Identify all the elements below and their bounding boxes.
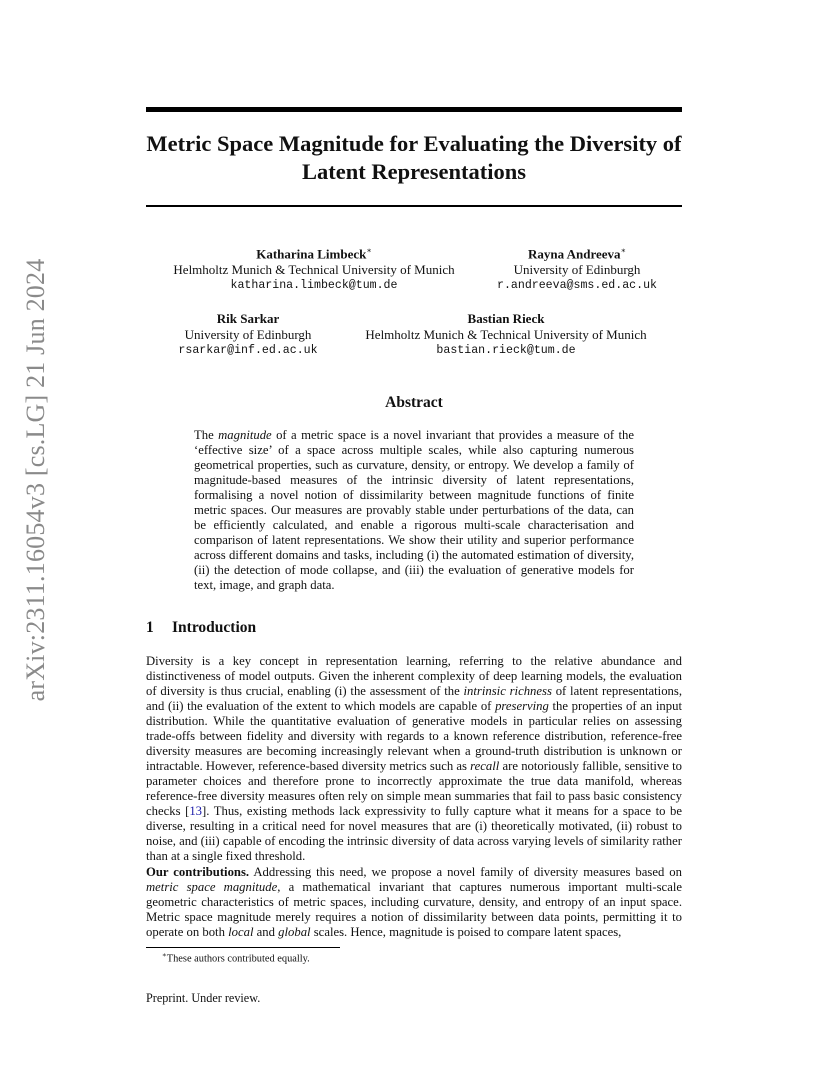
title-top-rule bbox=[146, 107, 682, 112]
abstract-heading: Abstract bbox=[385, 394, 443, 411]
footnote-rule bbox=[146, 947, 340, 948]
title-bottom-rule bbox=[146, 205, 682, 207]
author-email[interactable]: rsarkar@inf.ed.ac.uk bbox=[178, 344, 318, 357]
author-email[interactable]: bastian.rieck@tum.de bbox=[436, 344, 576, 357]
author-name: Rayna Andreeva∗ bbox=[527, 246, 626, 262]
author-affiliation: Helmholtz Munich & Technical University of Munich bbox=[365, 327, 647, 342]
arxiv-identifier-stamp: arXiv:2311.16054v3 [cs.LG] 21 Jun 2024 bbox=[21, 258, 50, 702]
intro-paragraph-1: Diversity is a key concept in representation learning, referring to the relative abundance and distinctiveness of model outputs. Given the inherent complexity of deep learning models, the evaluation of diversity is thus crucial, enabling (i) the assessment of the intrinsic richness of latent representations, and (ii) the evaluation of the extent to which models are capable of preserving the properties of an input distribution. While the quantitative evaluation of generative models in particular relies on assessing trade-offs between fidelity and diversity with regards to a known reference distribution, reference-free diversity measures are becoming increasingly relevant when a ground-truth distribution is unknown or intractable. However, reference-based diversity metrics such as recall are notoriously fallible, sensitive to parameter choices and therefore prone to incorrectly approximate the true data manifold, whereas reference-free diversity measures often rely on simple mean summaries that fail to pass basic consistency checks [13]. Thus, existing methods lack expressivity to fully capture what it means for a space to be diverse, resulting in a critical need for novel measures that are (i) theoretically motivated, (ii) robust to noise, and (iii) capable of encoding the intrinsic diversity of data across varying levels of similarity rather than at a single fixed threshold. bbox=[146, 654, 683, 863]
paragraph-lead: Our contributions. bbox=[146, 865, 250, 879]
section-heading-introduction bbox=[146, 619, 256, 637]
author-email[interactable]: katharina.limbeck@tum.de bbox=[230, 279, 398, 293]
section-title: Introduction bbox=[172, 619, 257, 636]
author-affiliation: University of Edinburgh bbox=[513, 262, 641, 278]
page-footer: Preprint. Under review. bbox=[146, 991, 261, 1005]
paper-title: Metric Space Magnitude for Evaluating the Diversity of Latent Representations bbox=[146, 131, 682, 184]
author-block-rieck bbox=[350, 311, 662, 359]
citation-link[interactable]: 13 bbox=[189, 804, 202, 818]
author-name: Rik Sarkar bbox=[216, 311, 280, 326]
intro-paragraph-2: Our contributions. Addressing this need, we propose a novel family of diversity measures based on metric space magnitude, a mathematical invariant that captures numerous important multi-scale geometric characteristics of metric spaces, including curvature, density, and entropy of an input space. Metric space magnitude merely requires a notion of dissimilarity between data points, permitting it to operate on both local and global scales. Hence, magnitude is poised to compare latent spaces, bbox=[146, 865, 682, 939]
footnote: ∗These authors contributed equally. bbox=[162, 951, 310, 965]
author-email[interactable]: r.andreeva@sms.ed.ac.uk bbox=[496, 279, 658, 293]
author-name: Katharina Limbeck∗ bbox=[256, 246, 372, 262]
author-block-sarkar bbox=[160, 311, 336, 359]
author-name: Bastian Rieck bbox=[467, 311, 545, 326]
abstract-text: The magnitude of a metric space is a novel invariant that provides a measure of the ‘effective size’ of a space across multiple scales, while also capturing numerous geometrical properties, such as curvature, density, or entropy. We develop a family of magnitude-based measures of the intrinsic diversity of latent representations, formalising a novel notion of dissimilarity between magnitude functions of finite metric spaces. Our measures are provably stable under perturbations of the data, can be efficiently calculated, and enable a rigorous multi-scale characterisation and comparison of latent representations. We show their utility and superior performance across different domains and tasks, including (i) the automated estimation of diversity, (ii) the detection of mode collapse, and (iii) the evaluation of generative models for text, image, and graph data. bbox=[194, 428, 634, 592]
author-affiliation: Helmholtz Munich & Technical University of Munich bbox=[173, 262, 455, 278]
author-affiliation: University of Edinburgh bbox=[184, 327, 312, 342]
section-number: 1 bbox=[146, 619, 154, 636]
author-block-andreeva bbox=[472, 243, 682, 294]
author-block-limbeck bbox=[158, 243, 470, 294]
